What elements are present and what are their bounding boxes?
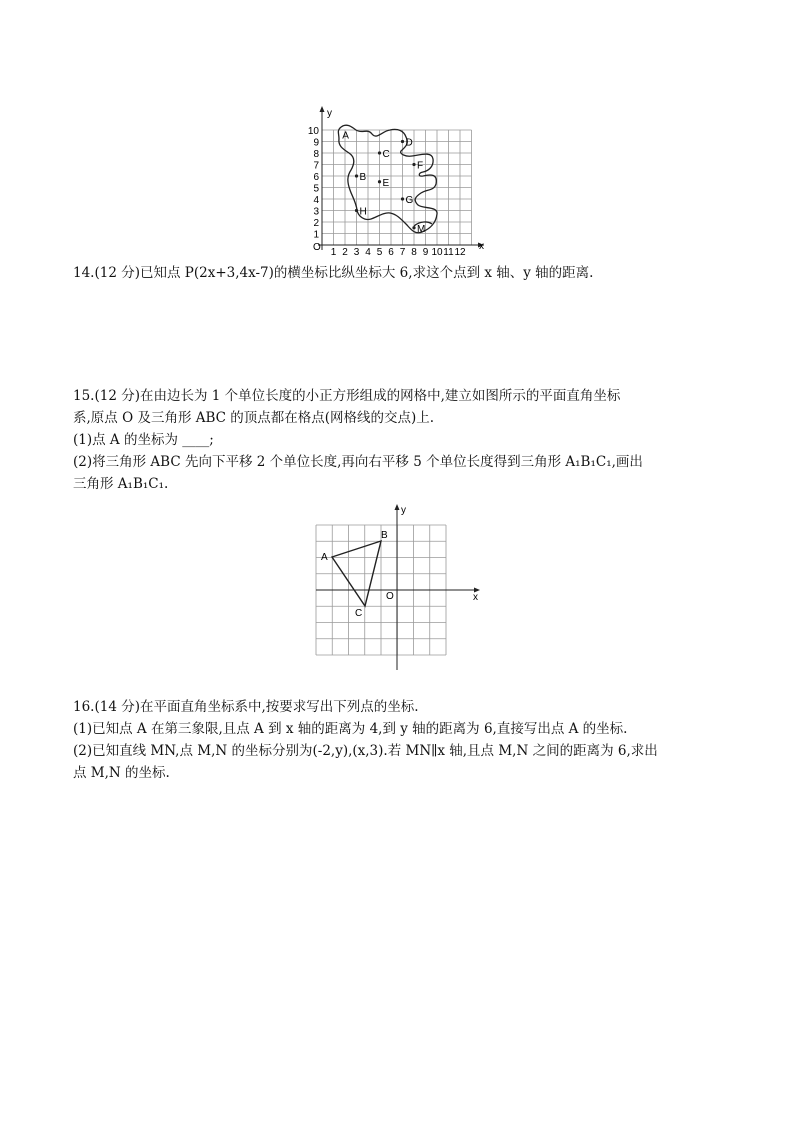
- point-e-dot: [378, 180, 381, 183]
- question-15-part-1: (1)点 A 的坐标为 ____;: [73, 432, 214, 448]
- x-tick-label: 12: [454, 247, 466, 256]
- figure-1-y-label: y: [327, 108, 332, 119]
- point-g-dot: [401, 197, 404, 200]
- point-d-label: D: [405, 137, 413, 149]
- figure-1-x-ticks: [331, 247, 466, 256]
- y-tick-label: 1: [313, 229, 319, 241]
- point-a-label: A: [342, 130, 349, 142]
- point-m-dot: [412, 226, 415, 229]
- point-c-dot: [378, 151, 381, 154]
- point-m-label: M: [417, 223, 426, 235]
- y-tick-label: 10: [307, 126, 319, 137]
- figure-1-x-label: x: [479, 241, 484, 252]
- x-tick-label: 9: [422, 247, 429, 256]
- figure-1-origin-label: O: [313, 242, 321, 253]
- figure-2-grid: [310, 502, 490, 672]
- y-tick-label: 7: [313, 160, 319, 172]
- x-tick-label: 7: [399, 247, 406, 256]
- point-b-dot: [355, 174, 358, 177]
- point-c-label: C: [382, 149, 390, 160]
- y-tick-label: 6: [313, 172, 319, 183]
- question-15-line-2: 系,原点 O 及三角形 ABC 的顶点都在格点(网格线的交点)上.: [73, 410, 435, 426]
- question-15-line-1: 15.(12 分)在由边长为 1 个单位长度的小正方形组成的网格中,建立如图所示的平面直角坐标: [73, 388, 621, 404]
- y-tick-label: 4: [313, 195, 319, 206]
- x-tick-label: 3: [353, 247, 360, 256]
- question-16-line-1: 16.(14 分)在平面直角坐标系中,按要求写出下列点的坐标.: [73, 699, 419, 715]
- triangle-vertex-a-label: A: [321, 552, 328, 563]
- point-e-label: E: [382, 177, 390, 189]
- point-d-dot: [401, 140, 404, 143]
- question-16-part-2: (2)已知直线 MN,点 M,N 的坐标分别为(-2,y),(x,3).若 MN∥x 轴,且点 M,N 之间的距离为 6,求出: [73, 743, 658, 759]
- question-14: 14.(12 分)已知点 P(2x+3,4x-7)的横坐标比纵坐标大 6,求这个点到 x 轴、y 轴的距离.: [73, 265, 594, 281]
- triangle-vertex-b-label: B: [381, 530, 388, 541]
- y-tick-label: 3: [313, 206, 319, 218]
- point-g-label: G: [405, 195, 414, 206]
- y-arrow-icon: [395, 504, 400, 510]
- x-tick-label: 1: [330, 247, 337, 256]
- figure-1-points: [342, 131, 425, 235]
- triangle-vertex-c-label: C: [355, 608, 363, 619]
- y-tick-label: 9: [313, 137, 319, 149]
- figure-2-y-label: y: [401, 505, 406, 516]
- point-f-label: F: [417, 160, 424, 172]
- x-tick-label: 6: [388, 247, 394, 256]
- figure-1-gridlines: [322, 130, 472, 245]
- point-h-label: H: [359, 206, 367, 218]
- x-tick-label: 11: [443, 247, 454, 256]
- question-16-line-4: 点 M,N 的坐标.: [73, 765, 170, 781]
- question-16-part-1: (1)已知点 A 在第三象限,且点 A 到 x 轴的距离为 4,到 y 轴的距离为 6,直接写出点 A 的坐标.: [73, 721, 628, 737]
- x-tick-label: 2: [342, 247, 348, 256]
- y-tick-label: 5: [313, 183, 319, 195]
- x-tick-label: 5: [376, 247, 383, 256]
- figure-2-x-label: x: [473, 592, 478, 603]
- figure-1-grid: [300, 104, 500, 256]
- figure-1-y-ticks: [308, 126, 320, 241]
- y-tick-label: 2: [313, 218, 319, 229]
- y-arrow-icon: [320, 106, 325, 112]
- point-b-label: B: [359, 172, 367, 183]
- x-tick-label: 4: [365, 247, 371, 256]
- question-15-part-2: (2)将三角形 ABC 先向下平移 2 个单位长度,再向右平移 5 个单位长度得到三角形 A₁B₁C₁,画出: [73, 454, 643, 470]
- question-15-line-5: 三角形 A₁B₁C₁.: [73, 476, 169, 492]
- x-tick-label: 8: [411, 247, 417, 256]
- point-h-dot: [355, 209, 358, 212]
- figure-2-origin-label: O: [386, 591, 394, 602]
- x-tick-label: 10: [431, 247, 443, 256]
- point-f-dot: [412, 163, 415, 166]
- y-tick-label: 8: [313, 149, 319, 160]
